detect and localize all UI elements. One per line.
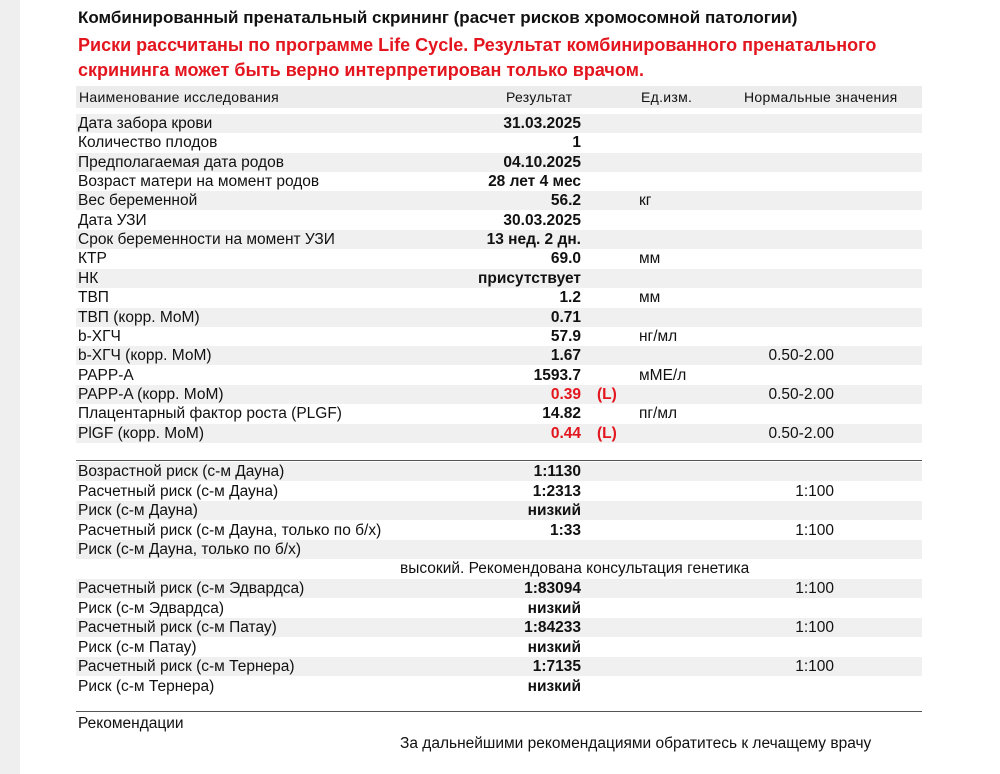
row-name: Предполагаемая дата родов xyxy=(78,153,284,171)
row-name: b-ХГЧ (корр. МоМ) xyxy=(78,347,212,365)
row-name: PlGF (корр. МоМ) xyxy=(78,424,204,442)
row-value: 56.2 xyxy=(550,192,581,210)
row-value: 28 лет 4 мес xyxy=(488,173,581,191)
row-value: 1:84233 xyxy=(524,619,581,636)
row-name: Риск (с-м Эдвардса) xyxy=(78,599,225,617)
table-row xyxy=(76,211,922,230)
row-value: низкий xyxy=(527,502,581,519)
table-row xyxy=(76,385,922,404)
header-unit: Ед.изм. xyxy=(641,89,693,105)
row-value: низкий xyxy=(527,677,581,695)
row-value: 1:33 xyxy=(549,521,581,539)
table-row xyxy=(76,482,922,501)
row-value: 04.10.2025 xyxy=(503,153,581,171)
row-name: Расчетный риск (с-м Патау) xyxy=(78,619,277,636)
down-bio-conclusion: высокий. Рекомендована консультация генетика xyxy=(400,560,750,577)
row-reference: 0.50-2.00 xyxy=(768,385,834,403)
row-value: 1:7135 xyxy=(532,658,581,675)
table-row xyxy=(76,424,922,443)
table-row xyxy=(76,249,922,268)
row-name: PAPP-A xyxy=(78,366,134,384)
recommendations-text: За дальнейшими рекомендациями обратитесь к лечащему врачу xyxy=(400,735,872,752)
row-name: ТВП xyxy=(78,289,109,307)
row-value: 1.67 xyxy=(550,347,581,365)
row-name: Расчетный риск (с-м Дауна) xyxy=(78,482,279,500)
table-row xyxy=(76,677,922,696)
row-value: присутствует xyxy=(478,269,581,287)
table-row xyxy=(76,346,922,365)
table-row xyxy=(76,133,922,152)
row-value: 1:83094 xyxy=(524,580,581,597)
row-name: Дата забора крови xyxy=(78,115,213,132)
table-row xyxy=(76,657,922,676)
row-unit: кг xyxy=(639,192,652,210)
row-value: 1.2 xyxy=(559,289,581,307)
row-reference: 0.50-2.00 xyxy=(768,347,834,365)
table-row xyxy=(76,114,922,133)
table-row xyxy=(76,288,922,307)
row-name: Расчетный риск (с-м Тернера) xyxy=(78,658,295,675)
row-value: 0.39 xyxy=(550,385,581,403)
row-name: b-ХГЧ xyxy=(78,327,121,345)
row-value: 1 xyxy=(572,134,581,152)
row-name: Возраст матери на момент родов xyxy=(78,173,320,191)
table-row xyxy=(76,599,922,618)
table-row xyxy=(76,618,922,637)
table-row xyxy=(76,172,922,191)
header-ref: Нормальные значения xyxy=(744,89,898,105)
row-reference: 1:100 xyxy=(795,521,834,539)
row-name: Вес беременной xyxy=(78,192,198,210)
row-unit: мм xyxy=(639,250,661,268)
row-reference: 1:100 xyxy=(795,482,834,500)
recommendations-label: Рекомендации xyxy=(78,715,184,732)
row-name: Количество плодов xyxy=(78,134,218,152)
row-value: 14.82 xyxy=(542,405,581,423)
row-unit: пг/мл xyxy=(639,405,678,423)
row-value: низкий xyxy=(527,638,581,656)
row-name: КТР xyxy=(78,250,107,268)
row-name: НК xyxy=(78,269,99,287)
row-value: 13 нед. 2 дн. xyxy=(486,231,581,249)
row-unit: мм xyxy=(639,289,661,307)
row-value: 30.03.2025 xyxy=(503,211,581,229)
row-name: Риск (с-м Дауна, только по б/х) xyxy=(78,541,301,558)
table-row xyxy=(76,579,922,598)
table-row xyxy=(76,540,922,559)
table-row xyxy=(76,308,922,327)
table-row xyxy=(76,230,922,249)
table-row xyxy=(76,521,922,540)
table-row xyxy=(76,404,922,423)
row-value: низкий xyxy=(527,599,581,617)
row-value: 0.44 xyxy=(550,424,581,442)
row-value: 1593.7 xyxy=(533,366,581,384)
table-header xyxy=(76,86,922,108)
table-row xyxy=(76,269,922,288)
row-name: Расчетный риск (с-м Эдвардса) xyxy=(78,580,305,597)
table-row xyxy=(76,462,922,481)
row-name: Риск (с-м Дауна) xyxy=(78,502,198,519)
row-flag: (L) xyxy=(597,385,617,403)
row-reference: 1:100 xyxy=(795,619,834,636)
table-row xyxy=(76,191,922,210)
row-value: 1:1130 xyxy=(533,463,581,480)
row-name: PAPP-A (корр. МоМ) xyxy=(78,385,224,403)
row-value: 1:2313 xyxy=(532,482,581,500)
row-name: Риск (с-м Тернера) xyxy=(78,677,215,695)
row-name: Срок беременности на момент УЗИ xyxy=(78,231,335,249)
table-row xyxy=(76,638,922,657)
table-row xyxy=(76,501,922,520)
row-name: ТВП (корр. МоМ) xyxy=(78,308,200,326)
report-sheet xyxy=(20,0,1000,774)
divider xyxy=(76,711,922,712)
row-name: Возрастной риск (с-м Дауна) xyxy=(78,463,285,480)
row-flag: (L) xyxy=(597,424,617,442)
row-name: Риск (с-м Патау) xyxy=(78,638,197,656)
row-value: 31.03.2025 xyxy=(503,115,581,132)
row-value: 57.9 xyxy=(550,327,581,345)
header-name: Наименование исследования xyxy=(79,89,280,105)
row-reference: 1:100 xyxy=(795,580,834,597)
row-name: Дата УЗИ xyxy=(78,211,147,229)
row-value: 69.0 xyxy=(550,250,581,268)
row-name: Расчетный риск (с-м Дауна, только по б/х) xyxy=(78,521,382,539)
table-row xyxy=(76,153,922,172)
row-unit: нг/мл xyxy=(639,327,678,345)
divider xyxy=(76,460,922,461)
report-warning: Риски рассчитаны по программе Life Cycle. Результат комбинированного пренатального скрининга может быть верно интерпретирован только врачом. xyxy=(78,35,877,80)
row-value: 0.71 xyxy=(550,308,581,326)
row-name: Плацентарный фактор роста (PLGF) xyxy=(78,405,342,423)
table-row xyxy=(76,327,922,346)
header-result: Результат xyxy=(506,89,573,105)
row-unit: мМЕ/л xyxy=(639,366,687,384)
report-title: Комбинированный пренатальный скрининг (расчет рисков хромосомной патологии) xyxy=(78,8,798,27)
row-reference: 1:100 xyxy=(795,658,834,675)
row-reference: 0.50-2.00 xyxy=(768,424,834,442)
table-row xyxy=(76,366,922,385)
